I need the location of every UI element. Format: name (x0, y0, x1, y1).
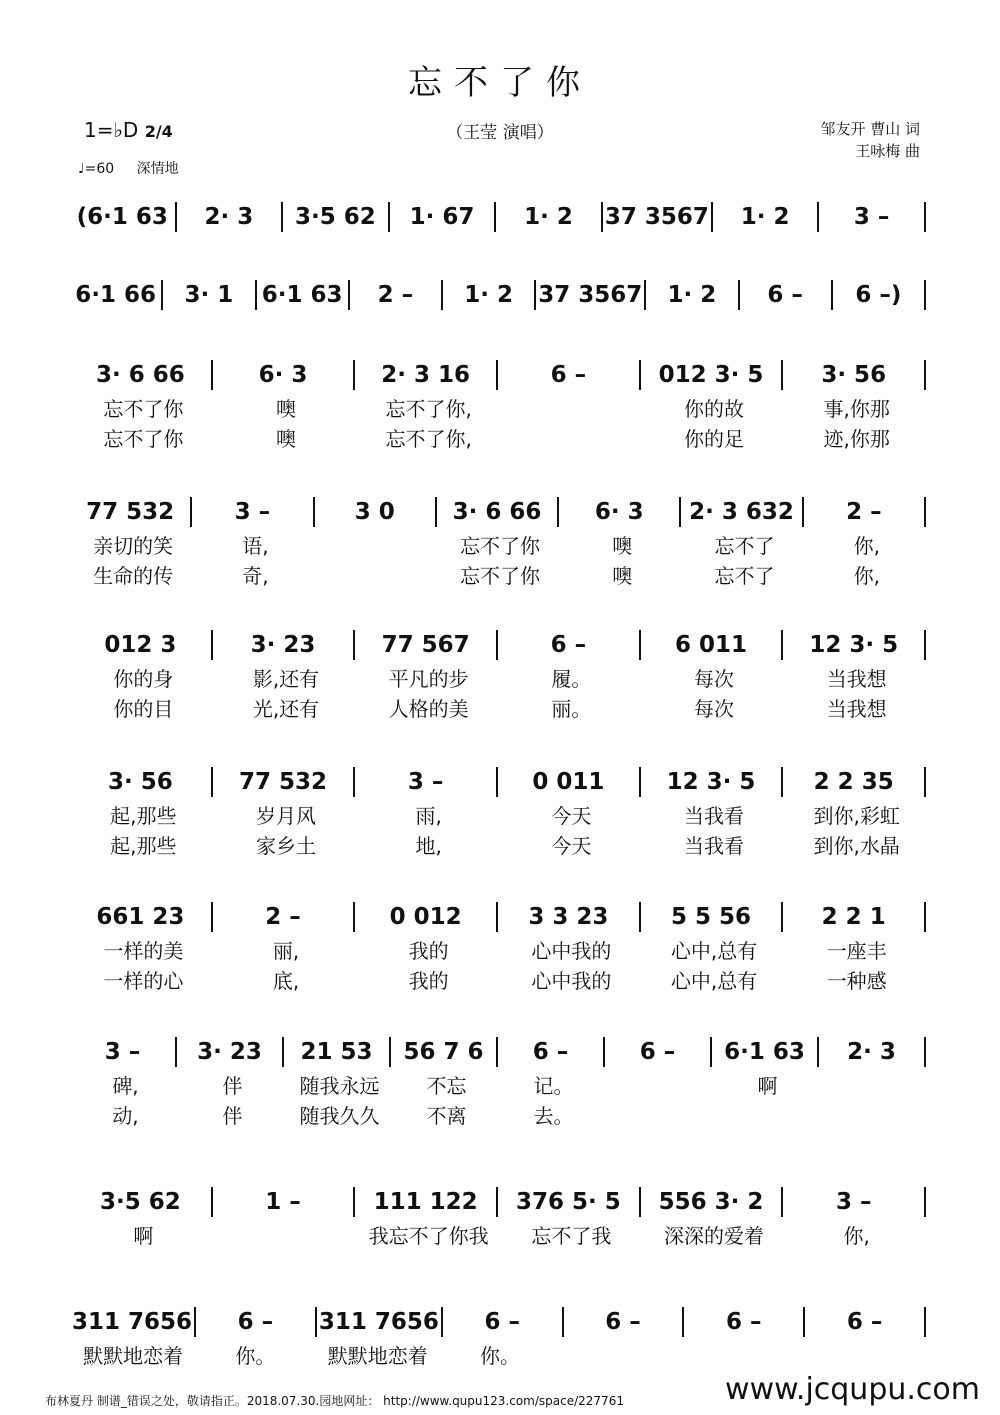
lyric-segment: 深深的爱着 (664, 1223, 765, 1248)
barline (190, 497, 192, 527)
barline (534, 280, 536, 310)
measure: 012 3 (104, 632, 177, 658)
measure: 37 3567 (604, 204, 709, 230)
lyric-segment: 噢 (276, 396, 296, 421)
footer-note: 布林夏丹 制谱_错误之处，敬请指正。2018.07.30.园地网址： http://www.qupu123.com/space/227761 (45, 1394, 624, 1408)
measure: 3· 56 (821, 362, 887, 388)
measure: 77 532 (86, 499, 175, 525)
measure: 6· 3 (258, 362, 308, 388)
measure: 6 – (532, 1039, 569, 1065)
barline (211, 360, 213, 390)
barline (639, 630, 641, 660)
measure: 3 – (234, 499, 271, 525)
lyric-segment: 忘不了你, (385, 396, 472, 421)
barline (557, 497, 559, 527)
measure: 1· 2 (740, 204, 790, 230)
lyric-segment: 不离 (426, 1103, 467, 1128)
lyric-segment: 忘不了你, (385, 426, 472, 451)
lyric-segment: 忘不了我 (531, 1223, 612, 1248)
score-line (72, 765, 928, 859)
measure: 77 532 (238, 769, 328, 795)
measure: 6 – (726, 1309, 762, 1335)
lyric-segment: 你的目 (113, 696, 174, 721)
lyric-segment: 随我永远 (299, 1073, 380, 1098)
lyric-segment: 丽。 (551, 696, 592, 721)
barline (211, 630, 213, 660)
lyric-segment: 当我想 (826, 666, 887, 691)
measure: 6 –) (855, 282, 902, 308)
score-line (72, 1305, 928, 1369)
measure: 3 – (104, 1039, 141, 1065)
lyric-segment: 平凡的步 (388, 666, 469, 691)
barline (781, 360, 783, 390)
measure: 21 53 (300, 1039, 373, 1065)
lyric-segment: 丽, (272, 938, 300, 963)
lyric-segment: 记。 (533, 1073, 574, 1098)
measure: 1· 2 (464, 282, 513, 308)
measure: 311 7656 (72, 1309, 193, 1335)
measure: 5 5 56 (671, 904, 752, 930)
barline (781, 630, 783, 660)
measure: 12 3· 5 (809, 632, 899, 658)
lyric-segment: 忘不了 (714, 563, 775, 588)
barline (441, 1307, 443, 1337)
barline (639, 767, 641, 797)
barline (639, 1187, 641, 1217)
barline (496, 1187, 498, 1217)
barline (494, 202, 496, 232)
measure: 6·1 63 (261, 282, 343, 308)
lyric-segment: 啊 (133, 1223, 154, 1248)
lyric-segment: 忘不了你 (103, 396, 184, 421)
lyric-segment: 影,还有 (252, 666, 320, 691)
lyric-segment: 伴 (222, 1073, 243, 1098)
score-line (72, 628, 928, 722)
measure: 661 23 (96, 904, 185, 930)
lyric-segment: 忘不了 (714, 533, 775, 558)
measure: 77 567 (381, 632, 470, 658)
lyric-segment: 心中我的 (531, 938, 612, 963)
tempo-marking (78, 158, 179, 178)
lyric-segment: 底, (272, 968, 300, 993)
barline (282, 1037, 284, 1067)
barline (353, 767, 355, 797)
measure: 3·5 62 (99, 1189, 181, 1215)
measure: (6·1 63 (76, 204, 168, 230)
barline (496, 1037, 498, 1067)
measure: 1· 67 (409, 204, 475, 230)
score-line (72, 200, 928, 234)
lyric-segment: 默默地恋着 (83, 1343, 184, 1368)
score-line (72, 358, 928, 452)
barline (388, 202, 390, 232)
lyric-segment: 当我看 (684, 803, 745, 828)
lyrics-row (72, 1339, 928, 1369)
lyric-segment: 我忘不了你我 (368, 1223, 489, 1248)
lyrics-row (72, 829, 928, 859)
measure: 3· 6 66 (95, 362, 185, 388)
barline (682, 1307, 684, 1337)
notes-row (72, 900, 928, 934)
barline (924, 630, 926, 660)
lyric-segment: 一样的心 (103, 968, 184, 993)
lyric-segment: 碑, (112, 1073, 139, 1098)
barline (353, 630, 355, 660)
lyric-segment: 每次 (694, 666, 735, 691)
barline (255, 280, 257, 310)
measure: 6 – (484, 1309, 520, 1335)
barline (711, 202, 713, 232)
measure: 2 – (377, 282, 414, 308)
barline (211, 902, 213, 932)
lyric-segment: 忘不了你 (459, 563, 540, 588)
notes-row (72, 358, 928, 392)
lyric-segment: 你, (843, 1223, 870, 1248)
barline (781, 902, 783, 932)
measure: 2 – (265, 904, 301, 930)
lyric-segment: 不忘 (426, 1073, 467, 1098)
barline (353, 360, 355, 390)
lyric-segment: 你。 (479, 1343, 520, 1368)
measure: 6 – (550, 362, 587, 388)
measure: 3 3 23 (528, 904, 609, 930)
key-text: 1=♭D (84, 118, 139, 142)
measure: 6 – (767, 282, 803, 308)
lyric-segment: 岁月风 (256, 803, 316, 828)
measure: 56 7 6 (403, 1039, 484, 1065)
measure: 6·1 66 (75, 282, 156, 308)
barline (781, 767, 783, 797)
notes-row (72, 1035, 928, 1069)
lyric-segment: 你的故 (684, 396, 745, 421)
lyric-segment: 你, (853, 563, 880, 588)
lyric-segment: 今天 (551, 833, 592, 858)
lyric-segment: 忘不了你 (459, 533, 540, 558)
barline (441, 280, 443, 310)
lyric-segment: 一样的美 (103, 938, 184, 963)
notes-row (72, 278, 928, 312)
lyric-segment: 履。 (551, 666, 592, 691)
score-line (72, 1185, 928, 1249)
measure: 3· 56 (107, 769, 173, 795)
barline (496, 360, 498, 390)
barline (211, 1187, 213, 1217)
key-signature (84, 118, 173, 142)
barline (802, 497, 804, 527)
measure: 2· 3 (204, 204, 254, 230)
lyric-segment: 动, (112, 1103, 139, 1128)
measure: 556 3· 2 (658, 1189, 764, 1215)
barline (353, 902, 355, 932)
barline (348, 280, 350, 310)
lyric-segment: 生命的传 (93, 563, 174, 588)
lyrics-row (72, 692, 928, 722)
lyric-segment: 心中,总有 (670, 938, 758, 963)
lyric-segment: 今天 (551, 803, 592, 828)
barline (924, 202, 926, 232)
notes-row (72, 200, 928, 234)
measure: 6· 3 (594, 499, 644, 525)
barline (496, 902, 498, 932)
lyric-segment: 事,你那 (823, 396, 890, 421)
lyric-segment: 噢 (276, 426, 296, 451)
measure: 1· 2 (667, 282, 717, 308)
notes-row (72, 1185, 928, 1219)
measure: 37 3567 (538, 282, 643, 308)
lyric-segment: 当我想 (826, 696, 887, 721)
lyric-segment: 你的足 (684, 426, 745, 451)
measure: 6 – (237, 1309, 274, 1335)
lyrics-row (72, 529, 928, 559)
notes-row (72, 765, 928, 799)
lyrics-row (72, 392, 928, 422)
barline (639, 902, 641, 932)
measure: 3 – (853, 204, 890, 230)
barline (924, 497, 926, 527)
barline (175, 202, 177, 232)
lyrics-row (72, 934, 928, 964)
composer: 王咏梅 曲 (855, 142, 920, 160)
barline (211, 767, 213, 797)
barline (313, 497, 315, 527)
barline (496, 767, 498, 797)
lyric-segment: 心中我的 (531, 968, 612, 993)
lyric-segment: 奇, (242, 563, 269, 588)
measure: 6 011 (675, 632, 748, 658)
measure: 1 – (265, 1189, 301, 1215)
lyric-segment: 地, (415, 833, 442, 858)
lyrics-row (72, 559, 928, 589)
measure: 0 011 (532, 769, 605, 795)
singer: （王莹 演唱） (446, 123, 554, 143)
score-line (72, 495, 928, 589)
lyric-segment: 我的 (408, 938, 449, 963)
lyric-segment: 去。 (533, 1103, 574, 1128)
lyric-segment: 忘不了你 (103, 426, 184, 451)
lyric-segment: 伴 (222, 1103, 243, 1128)
measure: 3· 1 (184, 282, 234, 308)
barline (496, 630, 498, 660)
score-line (72, 1035, 928, 1129)
measure: 3· 6 66 (452, 499, 542, 525)
barline (175, 1037, 177, 1067)
lyric-segment: 一座丰 (826, 938, 887, 963)
notes-row (72, 1305, 928, 1339)
barline (389, 1037, 391, 1067)
lyric-segment: 啊 (757, 1073, 778, 1098)
barline (194, 1307, 196, 1337)
tempo-word: 深情地 (136, 161, 179, 177)
measure: 6 – (605, 1309, 641, 1335)
barline (924, 1307, 926, 1337)
lyric-segment: 噢 (612, 563, 633, 588)
barline (738, 280, 740, 310)
barline (353, 1187, 355, 1217)
score-line (72, 900, 928, 994)
measure: 0 012 (389, 904, 462, 930)
lyrics-row (72, 1069, 928, 1099)
barline (710, 1037, 712, 1067)
barline (831, 280, 833, 310)
barline (644, 280, 646, 310)
barline (562, 1307, 564, 1337)
measure: 6 – (550, 632, 587, 658)
tempo-value: ♩=60 (78, 161, 115, 177)
measure: 6 – (639, 1039, 676, 1065)
measure: 012 3· 5 (658, 362, 764, 388)
measure: 2· 3 632 (689, 499, 794, 525)
lyric-segment: 迹,你那 (823, 426, 890, 451)
lyric-segment: 人格的美 (388, 696, 469, 721)
barline (281, 202, 283, 232)
lyric-segment: 光,还有 (252, 696, 320, 721)
measure: 2· 3 (847, 1039, 896, 1065)
measure: 12 3· 5 (666, 769, 756, 795)
lyric-segment: 语, (242, 533, 269, 558)
measure: 2 – (846, 499, 882, 525)
barline (639, 360, 641, 390)
notes-row (72, 628, 928, 662)
score-line (72, 278, 928, 312)
lyric-segment: 你的身 (113, 666, 174, 691)
lyric-segment: 到你,彩虹 (813, 803, 900, 828)
lyric-segment: 雨, (415, 803, 442, 828)
lyric-segment: 起,那些 (110, 803, 177, 828)
measure: 3 – (407, 769, 444, 795)
barline (924, 1187, 926, 1217)
lyrics-row (72, 422, 928, 452)
barline (817, 1037, 819, 1067)
measure: 3 0 (354, 499, 395, 525)
lyric-segment: 当我看 (684, 833, 745, 858)
measure: 1· 2 (524, 204, 573, 230)
measure: 2 2 35 (813, 769, 894, 795)
barline (924, 280, 926, 310)
barline (315, 1307, 317, 1337)
lyrics-row (72, 1099, 928, 1129)
barline (924, 360, 926, 390)
measure: 2 2 1 (821, 904, 886, 930)
lyric-segment: 我的 (408, 968, 449, 993)
barline (781, 1187, 783, 1217)
barline (603, 1037, 605, 1067)
lyric-segment: 心中,总有 (670, 968, 758, 993)
watermark: www.jcqupu.com (725, 1372, 980, 1407)
barline (679, 497, 681, 527)
measure: 376 5· 5 (515, 1189, 621, 1215)
lyric-segment: 亲切的笑 (93, 533, 174, 558)
measure: 111 122 (373, 1189, 478, 1215)
lyrics-row (72, 662, 928, 692)
barline (161, 280, 163, 310)
measure: 3· 23 (250, 632, 316, 658)
measure: 311 7656 (318, 1309, 439, 1335)
lyric-segment: 起,那些 (110, 833, 177, 858)
barline (435, 497, 437, 527)
barline (924, 1037, 926, 1067)
lyrics-row (72, 799, 928, 829)
lyric-segment: 一种感 (826, 968, 887, 993)
lyric-segment: 随我久久 (299, 1103, 380, 1128)
lyricist: 邹友开 曹山 词 (820, 120, 920, 138)
lyric-segment: 家乡土 (256, 833, 316, 858)
barline (924, 902, 926, 932)
measure: 3·5 62 (295, 204, 376, 230)
lyric-segment: 每次 (694, 696, 735, 721)
lyric-segment: 默默地恋着 (327, 1343, 428, 1368)
time-signature: 2/4 (144, 122, 173, 141)
barline (924, 767, 926, 797)
measure: 3· 23 (197, 1039, 262, 1065)
lyrics-row (72, 1219, 928, 1249)
lyric-segment: 噢 (612, 533, 633, 558)
barline (601, 202, 603, 232)
lyric-segment: 到你,水晶 (813, 833, 900, 858)
barline (803, 1307, 805, 1337)
song-title: 忘不了你 (408, 63, 592, 103)
lyric-segment: 你。 (235, 1343, 276, 1368)
measure: 6 – (846, 1309, 883, 1335)
measure: 2· 3 16 (381, 362, 471, 388)
measure: 6·1 63 (724, 1039, 805, 1065)
measure: 3 – (835, 1189, 872, 1215)
lyrics-row (72, 964, 928, 994)
notes-row (72, 495, 928, 529)
barline (817, 202, 819, 232)
lyric-segment: 你, (853, 533, 880, 558)
